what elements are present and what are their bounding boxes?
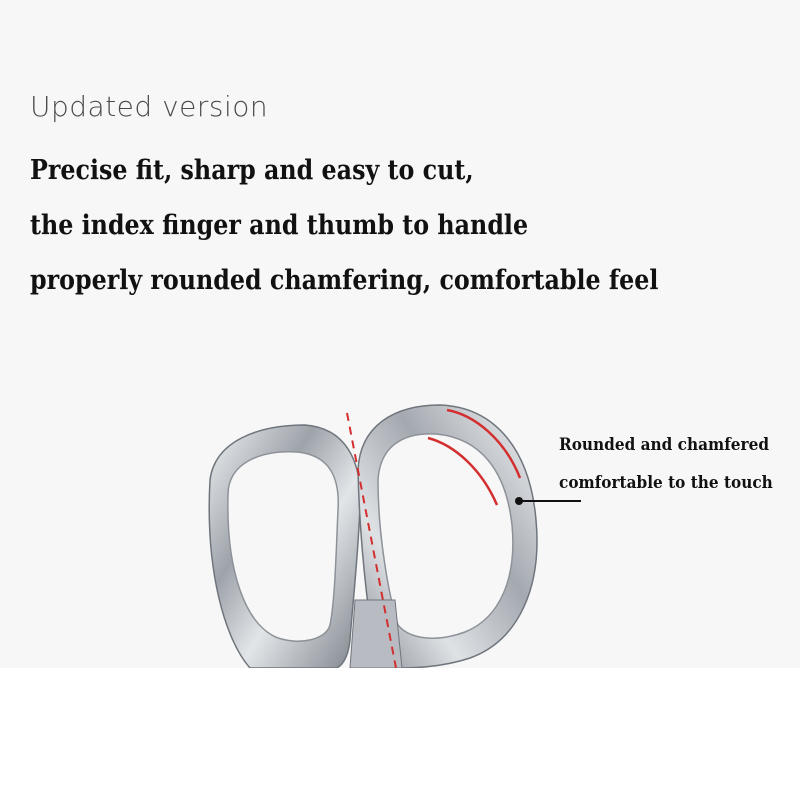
scissors-joint	[350, 600, 402, 668]
feature-line-2: the index finger and thumb to handle	[30, 210, 529, 241]
subtitle: Updated version	[30, 90, 269, 123]
callout-text-2: comfortable to the touch	[559, 473, 773, 493]
left-handle	[209, 425, 360, 668]
feature-line-1: Precise fit, sharp and easy to cut,	[30, 155, 474, 186]
callout-text-1: Rounded and chamfered	[559, 435, 770, 455]
bottom-blank-area	[0, 668, 800, 800]
feature-line-3: properly rounded chamfering, comfortable feel	[30, 265, 659, 296]
